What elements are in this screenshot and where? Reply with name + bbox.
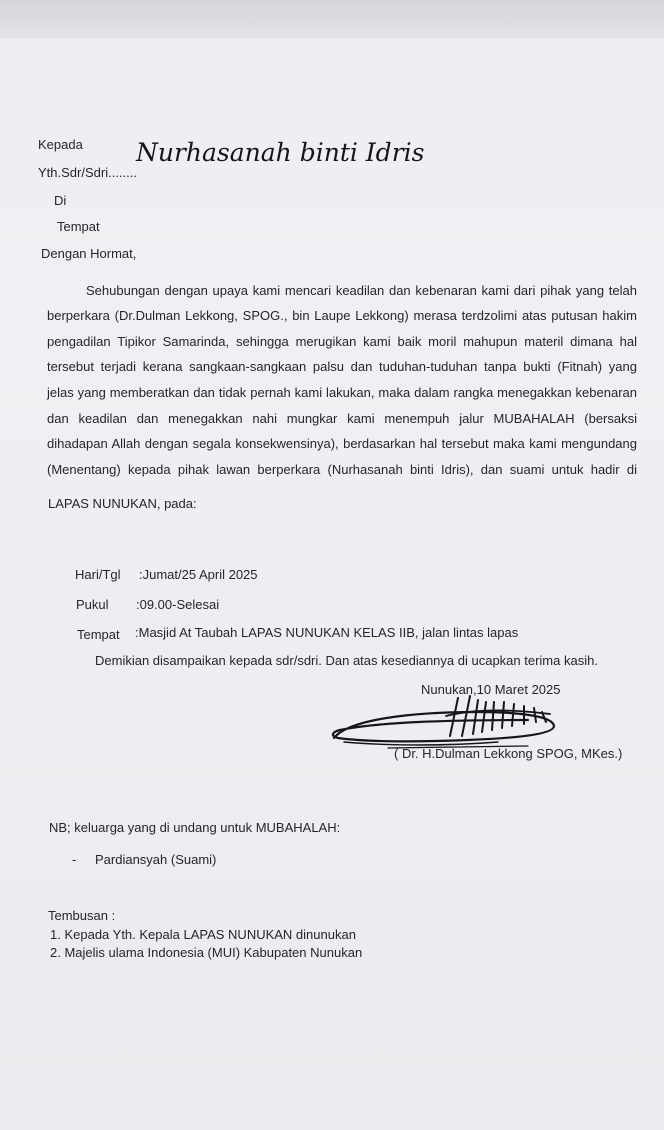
time-value: :09.00-Selesai xyxy=(136,597,220,612)
tembusan-heading: Tembusan : xyxy=(48,908,116,923)
body-line-2: berperkara (Dr.Dulman Lekkong, SPOG., bin Laupe Lekkong) merasa terdzolimi atas putusan hakim xyxy=(47,308,637,323)
time-label: Pukul xyxy=(76,597,109,612)
yth-dots: ........ xyxy=(108,165,137,180)
day-label: Hari/Tgl xyxy=(75,567,121,582)
kepada-label: Kepada xyxy=(38,137,83,152)
body-line-5: jelas yang memberatkan dan tidak pernah kami lakukan, maka dalam rangka menegakkan kebenaran xyxy=(47,385,637,400)
nb-bullet: - xyxy=(72,852,77,867)
place-value: :Masjid At Taubah LAPAS NUNUKAN KELAS IIB, jalan lintas lapas xyxy=(135,625,519,640)
signatory-name: ( Dr. H.Dulman Lekkong SPOG, MKes.) xyxy=(394,746,623,761)
tembusan-item-1: 1. Kepada Yth. Kepala LAPAS NUNUKAN dinunukan xyxy=(50,927,356,942)
day-value: :Jumat/25 April 2025 xyxy=(139,567,258,582)
body-line-8: (Menentang) kepada pihak lawan berperkara (Nurhasanah binti Idris), dan suami untuk hadir di xyxy=(47,462,637,477)
body-line-9: LAPAS NUNUKAN, pada: xyxy=(48,496,197,511)
greeting: Dengan Hormat, xyxy=(41,246,137,261)
place-label: Tempat xyxy=(77,627,120,642)
nb-item: Pardiansyah (Suami) xyxy=(95,852,217,867)
yth-label: Yth.Sdr/Sdri xyxy=(38,165,109,180)
body-line-1: Sehubungan dengan upaya kami mencari keadilan dan kebenaran kami dari pihak yang telah xyxy=(86,283,637,298)
recipient-handwritten: Nurhasanah binti Idris xyxy=(136,138,425,167)
nb-heading: NB; keluarga yang di undang untuk MUBAHALAH: xyxy=(49,820,341,835)
paper-top-edge xyxy=(0,0,664,38)
body-line-4: tersebut terjadi kerana sangkaan-sangkaan palsu dan tuduhan-tuduhan tanpa bukti (Fitnah) yang xyxy=(47,359,637,374)
tembusan-item-2: 2. Majelis ulama Indonesia (MUI) Kabupaten Nunukan xyxy=(50,945,363,960)
body-line-7: dihadapan Allah dengan segala konsekwensinya), berdasarkan hal tersebut maka kami mengundang xyxy=(47,436,637,451)
date-line: Nunukan,10 Maret 2025 xyxy=(421,682,561,697)
closing-sentence: Demikian disampaikan kepada sdr/sdri. Dan atas kesediannya di ucapkan terima kasih. xyxy=(95,653,598,668)
body-line-6: dan keadilan dan menegakkan nahi mungkar kami menempuh jalur MUBAHALAH (bersaksi xyxy=(47,411,637,426)
recipient-line xyxy=(38,165,137,181)
tempat-label: Tempat xyxy=(57,219,100,234)
di-label: Di xyxy=(54,193,67,208)
body-line-3: pengadilan Tipikor Samarinda, sehingga merugikan kami baik moril mahupun materil dimana hal xyxy=(47,334,637,349)
